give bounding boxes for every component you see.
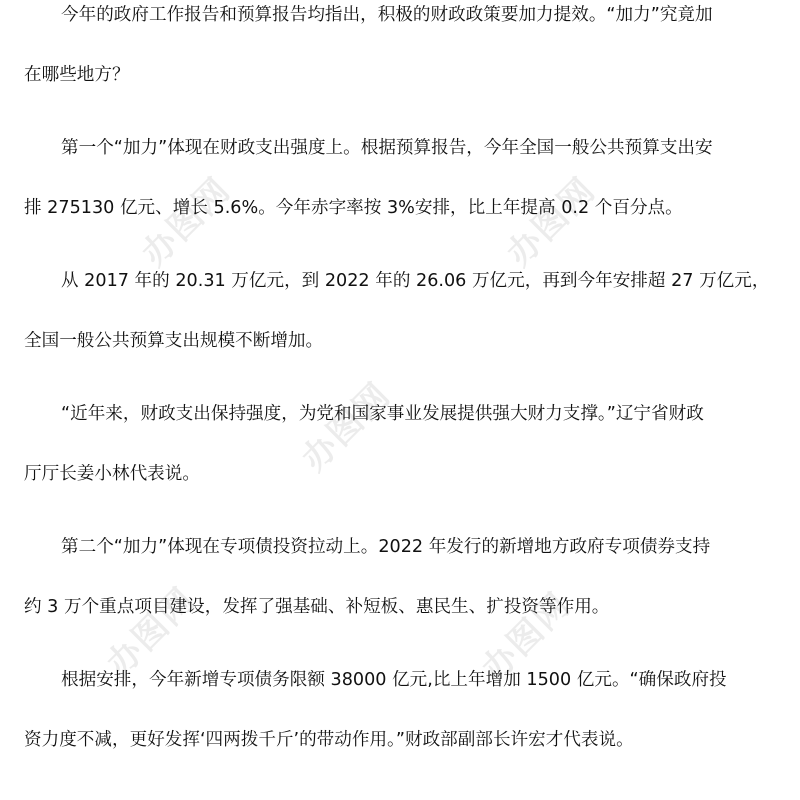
paragraph-1-line-2: 在哪些地方？ (24, 65, 130, 85)
paragraph-5-line-2: 约 3 万个重点项目建设，发挥了强基础、补短板、惠民生、扩投资等作用。 (24, 597, 610, 617)
paragraph-4-line-1: “近年来，财政支出保持强度，为党和国家事业发展提供强大财力支撑。”辽宁省财政 (61, 404, 704, 424)
paragraph-6-line-1: 根据安排，今年新增专项债务限额 38000 亿元,比上年增加 1500 亿元。“确保政府投 (61, 670, 727, 690)
paragraph-6-line-2: 资力度不减，更好发挥‘四两拨千斤’的带动作用。”财政部副部长许宏才代表说。 (24, 730, 634, 750)
watermark: 办图网 (294, 374, 399, 480)
watermark: 办图网 (134, 169, 239, 275)
paragraph-3-line-1: 从 2017 年的 20.31 万亿元，到 2022 年的 26.06 万亿元，再到今年安排超 27 万亿元， (61, 271, 770, 291)
paragraph-2-line-1: 第一个“加力”体现在财政支出强度上。根据预算报告，今年全国一般公共预算支出安 (61, 138, 713, 158)
paragraph-4-line-2: 厅厅长姜小林代表说。 (24, 464, 200, 484)
watermark: 办图网 (99, 579, 204, 685)
paragraph-2-line-2: 排 275130 亿元、增长 5.6%。今年赤字率按 3%安排，比上年提高 0.2 个百分点。 (24, 198, 683, 218)
watermark: 办图网 (474, 584, 579, 690)
paragraph-5-line-1: 第二个“加力”体现在专项债投资拉动上。2022 年发行的新增地方政府专项债券支持 (61, 537, 711, 557)
watermark: 办图网 (499, 169, 604, 275)
paragraph-1-line-1: 今年的政府工作报告和预算报告均指出，积极的财政政策要加力提效。“加力”究竟加 (61, 5, 713, 25)
paragraph-3-line-2: 全国一般公共预算支出规模不断增加。 (24, 331, 324, 351)
